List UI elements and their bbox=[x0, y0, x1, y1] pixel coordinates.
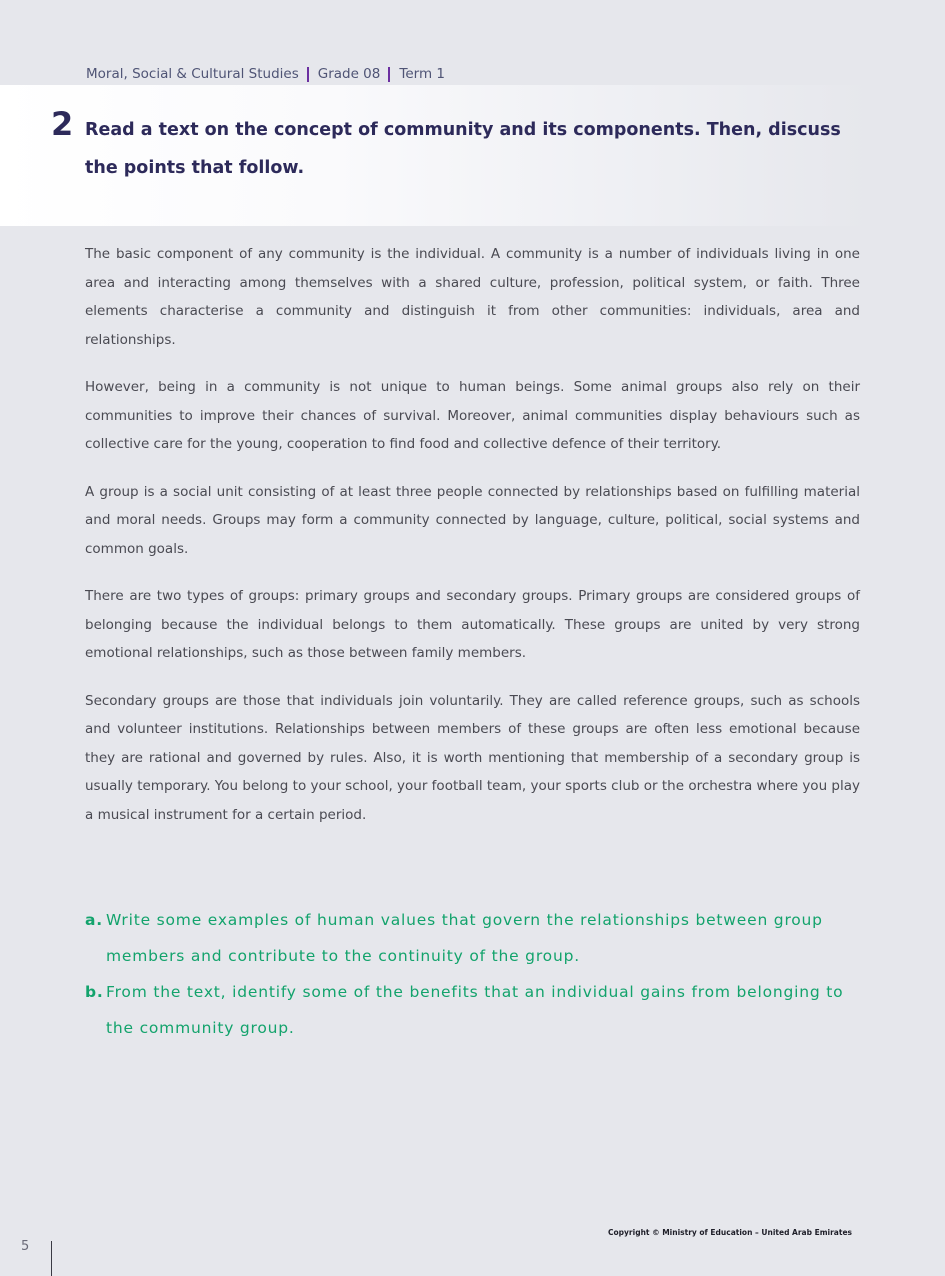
paragraph: A group is a social unit consisting of at least three people connected by relationships based on fulfilling material and moral needs. Groups may form a community connected by language, culture, political, social systems and common goals. bbox=[85, 483, 860, 557]
running-header bbox=[86, 66, 445, 82]
paragraph: The basic component of any community is the individual. A community is a number of individuals living in one area and interacting among themselves with a shared culture, profession, political system, or faith. Three elements characterise a community and distinguish it from other communities: individuals, area and relationships. bbox=[85, 246, 860, 348]
question-marker: b. bbox=[85, 983, 104, 1001]
header-grade: Grade 08 bbox=[317, 66, 381, 82]
header-subject: Moral, Social & Cultural Studies bbox=[86, 66, 299, 82]
page-number-divider bbox=[51, 1241, 52, 1276]
task-title: Read a text on the concept of community and its components. Then, discuss the points that follow. bbox=[85, 120, 841, 178]
task-number: 2 bbox=[51, 105, 74, 143]
header-separator bbox=[388, 67, 390, 82]
question-item bbox=[85, 974, 865, 1046]
paragraph: However, being in a community is not unique to human beings. Some animal groups also rely on their communities to improve their chances of survival. Moreover, animal communities display behaviours such as collective care for the young, cooperation to find food and collective defence of their territory. bbox=[85, 379, 860, 452]
reading-text bbox=[85, 240, 860, 848]
question-text: From the text, identify some of the benefits that an individual gains from belonging to the community group. bbox=[106, 983, 844, 1037]
paragraph: There are two types of groups: primary groups and secondary groups. Primary groups are considered groups of belonging because the individual belongs to them automatically. These groups are united by very strong emotional relationships, such as those between family members. bbox=[85, 588, 860, 661]
question-text: Write some examples of human values that govern the relationships between group members and contribute to the continuity of the group. bbox=[106, 911, 823, 965]
header-separator bbox=[307, 67, 309, 82]
discussion-questions bbox=[85, 902, 865, 1046]
question-marker: a. bbox=[85, 911, 103, 929]
page-number: 5 bbox=[21, 1239, 30, 1254]
copyright-notice: Copyright © Ministry of Education – United Arab Emirates bbox=[608, 1228, 852, 1237]
paragraph: Secondary groups are those that individuals join voluntarily. They are called reference groups, such as schools and volunteer institutions. Relationships between members of these groups are often less emotional because they are rational and governed by rules. Also, it is worth mentioning that membership of a secondary group is usually temporary. You belong to your school, your football team, your sports club or the orchestra where you play a musical instrument for a certain period. bbox=[85, 692, 860, 823]
header-term: Term 1 bbox=[399, 66, 445, 82]
question-item bbox=[85, 902, 865, 974]
